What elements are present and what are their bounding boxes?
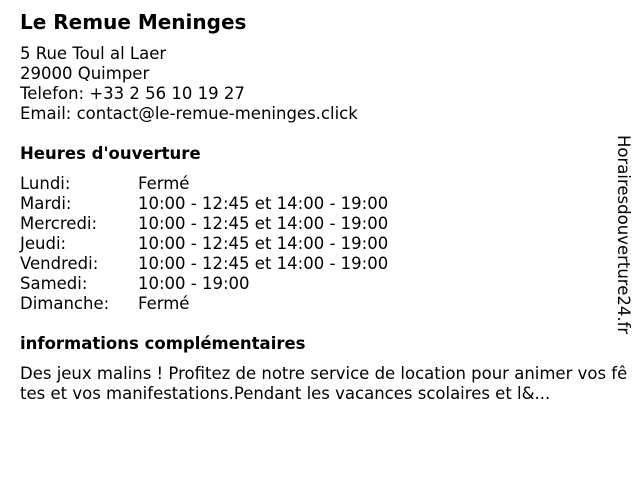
day-hours: Fermé [138,294,190,313]
opening-hours-table [20,174,388,314]
day-label: Vendredi: [20,254,99,273]
site-watermark: Horairesdouverture24.fr [614,135,633,335]
day-label: Samedi: [20,274,88,293]
day-hours: 10:00 - 12:45 et 14:00 - 19:00 [138,254,389,273]
business-name: Le Remue Meninges [20,10,247,34]
contact-block [20,44,358,124]
info-description: Des jeux malins ! Profitez de notre service de location pour animer vos fêtes et vos manifestations.Pendant les vacances scolaires et l&... [20,364,628,403]
phone-line: Telefon: +33 2 56 10 19 27 [20,84,245,103]
hours-row-wednesday [20,214,388,234]
day-hours: 10:00 - 19:00 [138,274,250,293]
day-hours: 10:00 - 12:45 et 14:00 - 19:00 [138,234,389,253]
day-label: Jeudi: [20,234,67,253]
address-line-city: 29000 Quimper [20,64,150,83]
info-heading: informations complémentaires [20,334,306,353]
day-label: Lundi: [20,174,71,193]
day-label: Mercredi: [20,214,98,233]
address-line-street: 5 Rue Toul al Laer [20,44,167,63]
day-hours: 10:00 - 12:45 et 14:00 - 19:00 [138,194,389,213]
hours-row-sunday [20,294,388,314]
hours-row-tuesday [20,194,388,214]
hours-row-friday [20,254,388,274]
hours-row-thursday [20,234,388,254]
day-hours: 10:00 - 12:45 et 14:00 - 19:00 [138,214,389,233]
hours-row-saturday [20,274,388,294]
day-label: Mardi: [20,194,72,213]
email-line: Email: contact@le-remue-meninges.click [20,104,358,123]
hours-heading: Heures d'ouverture [20,144,201,163]
hours-row-monday [20,174,388,194]
day-hours: Fermé [138,174,190,193]
day-label: Dimanche: [20,294,110,313]
